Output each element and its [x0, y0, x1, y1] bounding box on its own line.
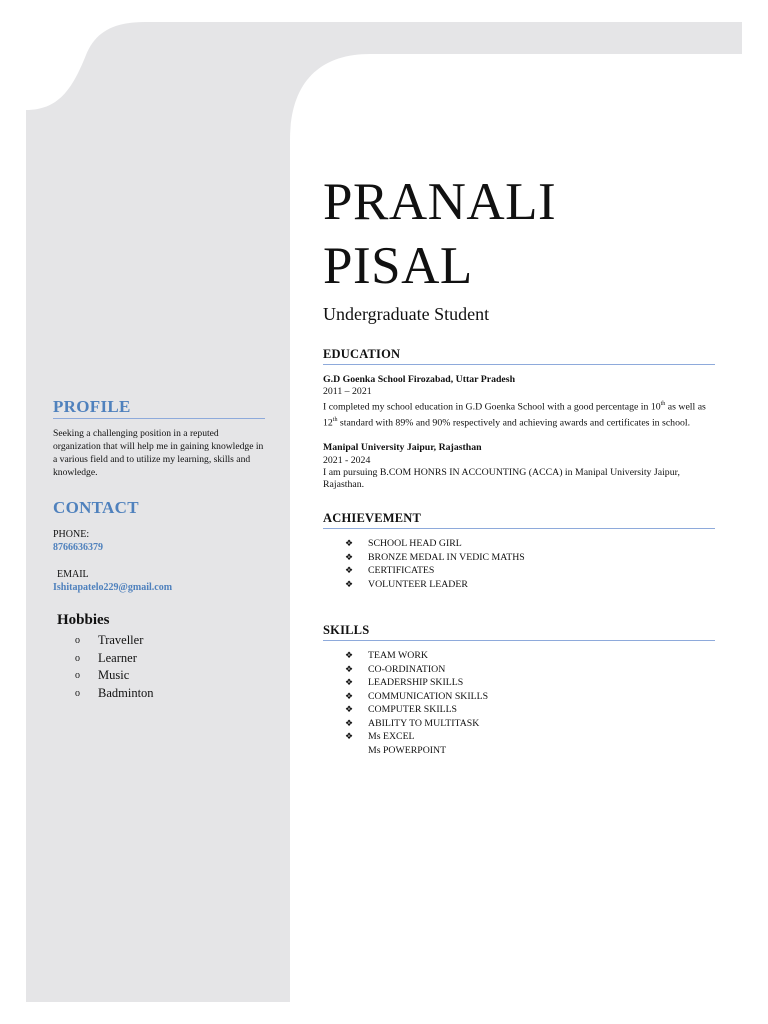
email-value[interactable]: Ishitapatelo229@gmail.com — [53, 582, 173, 593]
contact-heading: CONTACT — [53, 498, 139, 517]
circle-bullet-icon: o — [75, 687, 80, 699]
circle-bullet-icon: o — [75, 652, 80, 664]
list-item: ❖ TEAM WORK — [345, 650, 428, 662]
hobby-item — [75, 685, 265, 703]
list-item: ❖ CO-ORDINATION — [345, 663, 446, 675]
name-first: PRANALI — [323, 173, 557, 231]
achievement-heading: ACHIEVEMENT — [323, 511, 715, 529]
name-last: PISAL — [323, 237, 473, 295]
education-heading: EDUCATION — [323, 347, 715, 365]
school-name: Manipal University Jaipur, Rajasthan — [323, 442, 482, 454]
list-item: ❖ COMPUTER SKILLS — [345, 704, 457, 716]
school-description: I completed my school education in G.D Goenka School with a good percentage in 10th as well as 12th standard with 89% and 90% respectively and achieving awards and certificates in school. — [323, 401, 706, 429]
hobby-item — [75, 667, 265, 685]
school-years: 2011 – 2021 — [323, 386, 372, 398]
diamond-bullet-icon: ❖ — [345, 538, 354, 549]
hobby-item — [75, 632, 265, 650]
skills-list — [323, 649, 715, 757]
skills-heading: SKILLS — [323, 623, 715, 641]
hobbies-list — [53, 632, 265, 702]
education-entry — [323, 442, 715, 491]
list-item-continuation: Ms POWERPOINT — [368, 744, 447, 756]
diamond-bullet-icon: ❖ — [345, 565, 354, 576]
hobbies-heading: Hobbies — [57, 612, 110, 628]
diamond-bullet-icon: ❖ — [345, 704, 354, 715]
hobby-label: Badminton — [98, 685, 154, 700]
diamond-bullet-icon: ❖ — [345, 578, 354, 589]
list-item: ❖ COMMUNICATION SKILLS — [345, 690, 489, 702]
hobby-label: Traveller — [98, 633, 144, 647]
list-item: ❖ VOLUNTEER LEADER — [345, 578, 468, 590]
list-item: ❖ LEADERSHIP SKILLS — [345, 677, 464, 689]
list-item: ❖ Ms EXCEL — [345, 731, 415, 743]
diamond-bullet-icon: ❖ — [345, 717, 354, 728]
list-item: ❖ BRONZE MEDAL IN VEDIC MATHS — [345, 551, 525, 563]
diamond-bullet-icon: ❖ — [345, 690, 354, 701]
sidebar — [53, 397, 265, 702]
school-years: 2021 - 2024 — [323, 454, 371, 466]
hobby-label: Music — [98, 668, 130, 682]
subtitle: Undergraduate Student — [323, 304, 490, 324]
list-item: ❖ SCHOOL HEAD GIRL — [345, 538, 462, 550]
list-item: ❖ ABILITY TO MULTITASK — [345, 717, 480, 729]
profile-heading: PROFILE — [53, 397, 265, 419]
circle-bullet-icon: o — [75, 635, 80, 646]
diamond-bullet-icon: ❖ — [345, 663, 354, 674]
education-entry — [323, 374, 715, 429]
achievement-list — [323, 537, 715, 591]
list-item: ❖ CERTIFICATES — [345, 565, 435, 577]
circle-bullet-icon: o — [75, 670, 80, 681]
profile-text: Seeking a challenging position in a reputed organization that will help me in gaining knowledge in a various field and to utilize my learning, skills and knowledge. — [53, 428, 264, 478]
phone-label: PHONE: — [53, 529, 90, 540]
diamond-bullet-icon: ❖ — [345, 677, 354, 688]
email-label: EMAIL — [57, 569, 89, 580]
diamond-bullet-icon: ❖ — [345, 650, 354, 661]
hobby-item — [75, 650, 265, 668]
hobby-label: Learner — [98, 650, 137, 665]
diamond-bullet-icon: ❖ — [345, 551, 354, 562]
diamond-bullet-icon: ❖ — [345, 731, 354, 742]
main-column — [323, 170, 715, 757]
phone-value: 8766636379 — [53, 542, 103, 553]
school-name: G.D Goenka School Firozabad, Uttar Pradesh — [323, 374, 516, 385]
school-description: I am pursuing B.COM HONRS IN ACCOUNTING (ACCA) in Manipal University Jaipur, Rajasthan. — [323, 466, 680, 490]
